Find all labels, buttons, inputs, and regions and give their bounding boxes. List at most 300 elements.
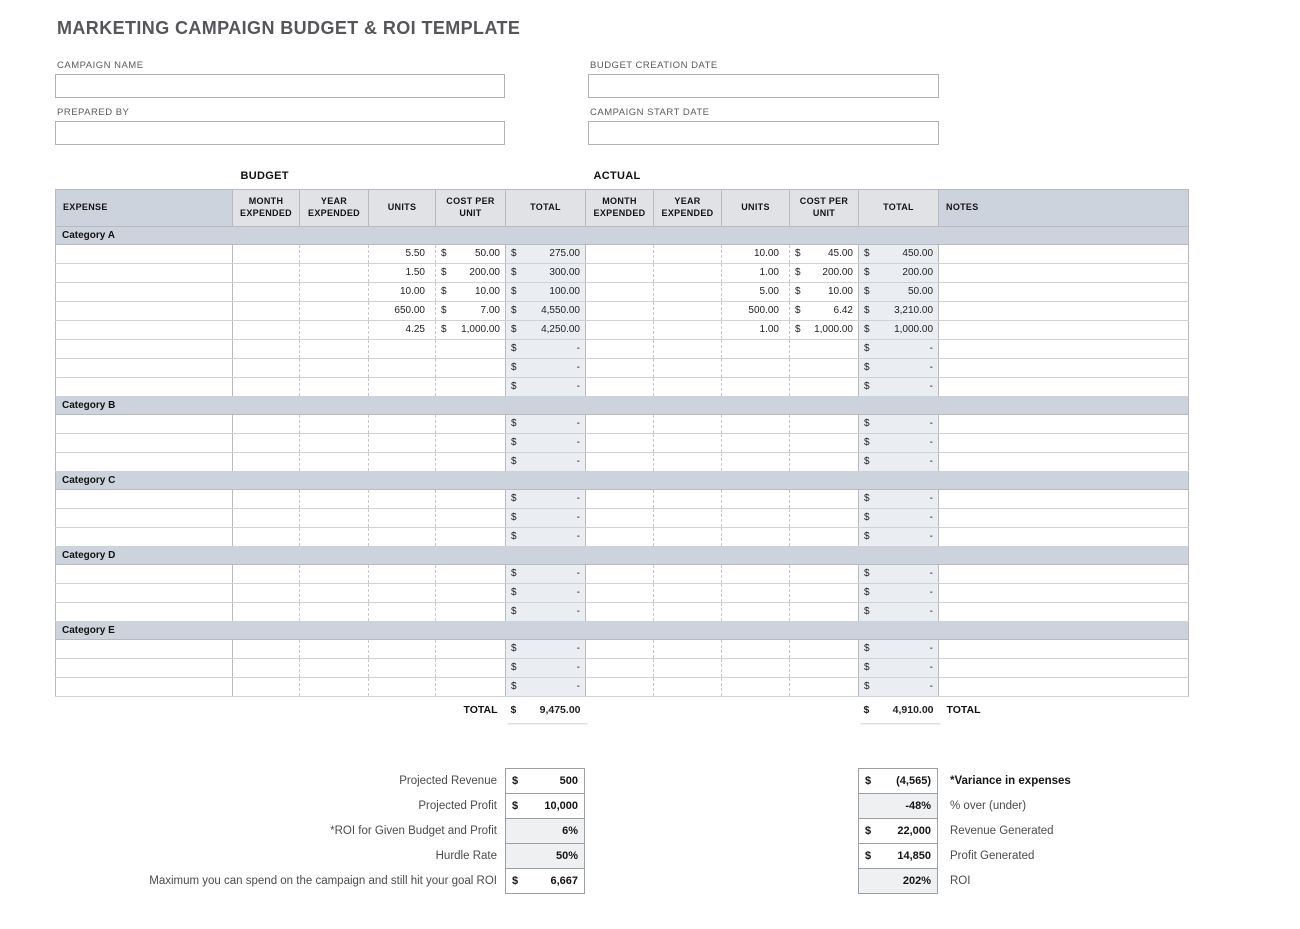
budget-year-cell[interactable] xyxy=(300,677,369,696)
budget-units-cell[interactable] xyxy=(369,339,436,358)
actual-cost-cell[interactable]: $ 10.00 xyxy=(790,282,859,301)
budget-year-cell[interactable] xyxy=(300,377,369,396)
budget-total-cell: $ - xyxy=(506,508,586,527)
notes-cell[interactable] xyxy=(939,508,1189,527)
actual-units-cell[interactable] xyxy=(722,508,790,527)
budget-cost-cell[interactable]: $ 50.00 xyxy=(436,244,506,263)
budget-month-cell[interactable] xyxy=(233,301,300,320)
dollar-sign: $ xyxy=(511,343,517,354)
summary-value-box xyxy=(858,868,938,894)
budget-units-cell[interactable] xyxy=(369,414,436,433)
summary-value-box[interactable] xyxy=(505,793,585,819)
actual-units-cell[interactable] xyxy=(722,339,790,358)
budget-cost-cell[interactable] xyxy=(436,358,506,377)
budget-month-cell[interactable] xyxy=(233,583,300,602)
actual-month-cell[interactable] xyxy=(586,244,654,263)
actual-month-cell[interactable] xyxy=(586,452,654,471)
table-row xyxy=(56,452,1189,471)
actual-year-cell[interactable] xyxy=(654,508,722,527)
actual-total-cell: $ - xyxy=(859,639,939,658)
dollar-sign: $ xyxy=(511,286,517,297)
budget-year-cell[interactable] xyxy=(300,433,369,452)
expense-cell[interactable] xyxy=(56,489,233,508)
budget-year-cell[interactable] xyxy=(300,639,369,658)
actual-total-cell: $ - xyxy=(859,602,939,621)
notes-cell[interactable] xyxy=(939,489,1189,508)
actual-month-cell[interactable] xyxy=(586,282,654,301)
summary-value-box[interactable] xyxy=(858,768,938,794)
actual-total-cell: $ - xyxy=(859,452,939,471)
table-row xyxy=(56,433,1189,452)
page-title: MARKETING CAMPAIGN BUDGET & ROI TEMPLATE xyxy=(57,18,521,38)
budget-year-cell[interactable] xyxy=(300,508,369,527)
budget-cost-cell[interactable] xyxy=(436,489,506,508)
category-row xyxy=(56,396,1189,414)
actual-total-cell: $ - xyxy=(859,414,939,433)
dollar-sign: $ xyxy=(511,643,517,654)
summary-row xyxy=(858,843,1071,869)
actual-year-cell[interactable] xyxy=(654,301,722,320)
actual-total-label: TOTAL xyxy=(939,696,1189,723)
dollar-sign: $ xyxy=(511,381,517,392)
actual-cost-cell[interactable] xyxy=(790,677,859,696)
budget-cost-cell[interactable] xyxy=(436,452,506,471)
actual-year-cell[interactable] xyxy=(654,358,722,377)
actual-year-cell[interactable] xyxy=(654,339,722,358)
actual-cost-cell[interactable] xyxy=(790,527,859,546)
table-row xyxy=(56,320,1189,339)
expense-cell[interactable] xyxy=(56,414,233,433)
actual-total-cell: $ - xyxy=(859,489,939,508)
actual-units-cell[interactable] xyxy=(722,677,790,696)
dollar-sign: $ xyxy=(511,512,517,523)
actual-total-cell: $ - xyxy=(859,358,939,377)
category-row xyxy=(56,226,1189,244)
summary-label: *Variance in expenses xyxy=(950,775,1071,787)
budget-units-cell[interactable]: 1.50 xyxy=(369,263,436,282)
notes-cell[interactable] xyxy=(939,602,1189,621)
actual-units-cell[interactable] xyxy=(722,358,790,377)
table-row xyxy=(56,263,1189,282)
summary-row xyxy=(55,818,585,844)
budget-year-cell[interactable] xyxy=(300,263,369,282)
actual-year-cell[interactable] xyxy=(654,527,722,546)
column-header-row xyxy=(56,189,1189,226)
summary-value-box[interactable] xyxy=(858,843,938,869)
budget-cost-cell[interactable] xyxy=(436,658,506,677)
table-row xyxy=(56,527,1189,546)
category-label: Category D xyxy=(56,546,1189,564)
actual-units-cell[interactable] xyxy=(722,433,790,452)
summary-value-box xyxy=(505,843,585,869)
actual-year-cell[interactable] xyxy=(654,489,722,508)
notes-cell[interactable] xyxy=(939,301,1189,320)
actual-units-cell[interactable]: 5.00 xyxy=(722,282,790,301)
budget-units-cell[interactable] xyxy=(369,377,436,396)
actual-units-cell[interactable] xyxy=(722,564,790,583)
dollar-sign: $ xyxy=(864,493,870,504)
dollar-sign: $ xyxy=(865,825,872,837)
actual-units-cell[interactable] xyxy=(722,527,790,546)
actual-units-cell[interactable] xyxy=(722,452,790,471)
budget-units-cell[interactable] xyxy=(369,527,436,546)
budget-month-cell[interactable] xyxy=(233,508,300,527)
actual-month-cell[interactable] xyxy=(586,433,654,452)
budget-month-cell[interactable] xyxy=(233,282,300,301)
notes-cell[interactable] xyxy=(939,414,1189,433)
summary-label: Maximum you can spend on the campaign and still hit your goal ROI xyxy=(149,875,497,887)
budget-cost-cell[interactable]: $ 7.00 xyxy=(436,301,506,320)
budget-year-cell[interactable] xyxy=(300,414,369,433)
summary-value: 500 xyxy=(559,775,578,787)
actual-total-cell: $ 50.00 xyxy=(859,282,939,301)
dollar-sign: $ xyxy=(864,418,870,429)
actual-cost-cell[interactable] xyxy=(790,602,859,621)
actual-cost-cell[interactable]: $ 45.00 xyxy=(790,244,859,263)
summary-value-box[interactable] xyxy=(505,768,585,794)
budget-units-cell[interactable] xyxy=(369,602,436,621)
budget-cost-cell[interactable] xyxy=(436,583,506,602)
prepared-by-input[interactable] xyxy=(55,121,505,145)
expense-cell[interactable] xyxy=(56,564,233,583)
budget-year-cell[interactable] xyxy=(300,320,369,339)
budget-total-cell: $ - xyxy=(506,452,586,471)
campaign-name-input[interactable] xyxy=(55,74,505,98)
actual-cost-cell[interactable]: $ 1,000.00 xyxy=(790,320,859,339)
expense-column-header: EXPENSE xyxy=(56,189,233,226)
actual-year-cell[interactable] xyxy=(654,583,722,602)
category-label: Category C xyxy=(56,471,1189,489)
dollar-sign: $ xyxy=(511,456,517,467)
dollar-sign: $ xyxy=(864,248,870,259)
budget-cost-cell[interactable] xyxy=(436,508,506,527)
expense-cell[interactable] xyxy=(56,583,233,602)
summary-value: 10,000 xyxy=(544,800,578,812)
budget-total-cell: $ 300.00 xyxy=(506,263,586,282)
dollar-sign: $ xyxy=(864,324,870,335)
actual-year-cell[interactable] xyxy=(654,320,722,339)
budget-units-cell[interactable] xyxy=(369,658,436,677)
actual-year-cell[interactable] xyxy=(654,677,722,696)
budget-month-cell[interactable] xyxy=(233,452,300,471)
budget-units-cell[interactable] xyxy=(369,564,436,583)
actual-units-cell[interactable] xyxy=(722,377,790,396)
actual-year-cell[interactable] xyxy=(654,564,722,583)
actual-month-cell[interactable] xyxy=(586,301,654,320)
actual-units-cell[interactable]: 10.00 xyxy=(722,244,790,263)
actual-cost-cell[interactable] xyxy=(790,339,859,358)
expense-cell[interactable] xyxy=(56,263,233,282)
budget-year-cell[interactable] xyxy=(300,658,369,677)
expense-cell[interactable] xyxy=(56,377,233,396)
budget-units-cell[interactable] xyxy=(369,452,436,471)
actual-total-cell: $ - xyxy=(859,677,939,696)
campaign-start-date-input[interactable] xyxy=(588,121,939,145)
budget-creation-date-input[interactable] xyxy=(588,74,939,98)
budget-month-cell[interactable] xyxy=(233,244,300,263)
summary-label: Profit Generated xyxy=(950,850,1035,862)
budget-year-cell[interactable] xyxy=(300,282,369,301)
budget-year-cell[interactable] xyxy=(300,358,369,377)
actual-units-cell[interactable]: 1.00 xyxy=(722,320,790,339)
dollar-sign: $ xyxy=(864,286,870,297)
budget-units-cell[interactable] xyxy=(369,639,436,658)
budget-month-cell[interactable] xyxy=(233,639,300,658)
budget-month-cell[interactable] xyxy=(233,527,300,546)
actual-month-cell[interactable] xyxy=(586,339,654,358)
table-row xyxy=(56,339,1189,358)
actual-units-cell[interactable] xyxy=(722,658,790,677)
dollar-sign: $ xyxy=(511,531,517,542)
expense-cell[interactable] xyxy=(56,358,233,377)
expense-cell[interactable] xyxy=(56,301,233,320)
notes-cell[interactable] xyxy=(939,639,1189,658)
budget-cost-cell[interactable] xyxy=(436,527,506,546)
actual-total-cell: $ - xyxy=(859,564,939,583)
summary-value-box xyxy=(858,793,938,819)
actual-units-cell[interactable] xyxy=(722,602,790,621)
dollar-sign: $ xyxy=(863,703,870,716)
actual-year-cell[interactable] xyxy=(654,244,722,263)
dollar-sign: $ xyxy=(864,267,870,278)
budget-month-cell[interactable] xyxy=(233,602,300,621)
actual-units-cell[interactable] xyxy=(722,489,790,508)
budget-units-cell[interactable]: 4.25 xyxy=(369,320,436,339)
budget-total-cell: $ - xyxy=(506,489,586,508)
budget-cost-cell[interactable] xyxy=(436,339,506,358)
actual-cost-cell[interactable] xyxy=(790,658,859,677)
budget-total-header: TOTAL xyxy=(506,189,586,226)
actual-month-cell[interactable] xyxy=(586,320,654,339)
notes-cell[interactable] xyxy=(939,282,1189,301)
notes-cell[interactable] xyxy=(939,339,1189,358)
budget-cost-cell[interactable] xyxy=(436,433,506,452)
budget-cost-cell[interactable] xyxy=(436,677,506,696)
budget-month-cell[interactable] xyxy=(233,658,300,677)
budget-cost-cell[interactable]: $ 10.00 xyxy=(436,282,506,301)
actual-month-cell[interactable] xyxy=(586,263,654,282)
budget-year-cell[interactable] xyxy=(300,489,369,508)
actual-cost-cell[interactable] xyxy=(790,358,859,377)
actual-cost-cell[interactable] xyxy=(790,639,859,658)
summary-value-box[interactable] xyxy=(505,868,585,894)
budget-month-cell[interactable] xyxy=(233,677,300,696)
actual-total-cell: $ - xyxy=(859,583,939,602)
budget-total-cell: $ - xyxy=(506,639,586,658)
actual-cost-cell[interactable]: $ 200.00 xyxy=(790,263,859,282)
budget-cost-cell[interactable]: $ 200.00 xyxy=(436,263,506,282)
actual-total-cell: $ - xyxy=(859,508,939,527)
actual-month-cell[interactable] xyxy=(586,583,654,602)
dollar-sign: $ xyxy=(864,362,870,373)
notes-cell[interactable] xyxy=(939,320,1189,339)
dollar-sign: $ xyxy=(511,606,517,617)
actual-month-cell[interactable] xyxy=(586,358,654,377)
dollar-sign: $ xyxy=(511,681,517,692)
expense-cell[interactable] xyxy=(56,602,233,621)
budget-total-cell: $ - xyxy=(506,677,586,696)
expense-cell[interactable] xyxy=(56,282,233,301)
actual-total-cell: $ - xyxy=(859,527,939,546)
expense-cell[interactable] xyxy=(56,527,233,546)
summary-value-box xyxy=(505,818,585,844)
budget-cost-cell[interactable] xyxy=(436,564,506,583)
actual-units-cell[interactable] xyxy=(722,639,790,658)
expense-cell[interactable] xyxy=(56,677,233,696)
campaign-start-date-label: CAMPAIGN START DATE xyxy=(590,107,710,118)
budget-cost-per-unit-header: COST PER UNIT xyxy=(436,189,506,226)
budget-units-cell[interactable] xyxy=(369,677,436,696)
table-row xyxy=(56,508,1189,527)
budget-month-cell[interactable] xyxy=(233,339,300,358)
expense-cell[interactable] xyxy=(56,452,233,471)
actual-total-cell: $ - xyxy=(859,433,939,452)
budget-year-cell[interactable] xyxy=(300,564,369,583)
notes-cell[interactable] xyxy=(939,244,1189,263)
actual-year-cell[interactable] xyxy=(654,282,722,301)
actual-year-cell[interactable] xyxy=(654,377,722,396)
dollar-sign: $ xyxy=(512,875,519,887)
dollar-sign: $ xyxy=(441,267,447,278)
actual-month-cell[interactable] xyxy=(586,677,654,696)
actual-cost-cell[interactable] xyxy=(790,433,859,452)
actual-year-cell[interactable] xyxy=(654,263,722,282)
dollar-sign: $ xyxy=(511,362,517,373)
table-row xyxy=(56,489,1189,508)
dollar-sign: $ xyxy=(864,437,870,448)
actual-year-cell[interactable] xyxy=(654,452,722,471)
actual-cost-cell[interactable] xyxy=(790,452,859,471)
budget-section-header: BUDGET xyxy=(233,164,586,189)
budget-cost-cell[interactable] xyxy=(436,639,506,658)
budget-total-cell: $ - xyxy=(506,414,586,433)
actual-month-cell[interactable] xyxy=(586,658,654,677)
budget-year-cell[interactable] xyxy=(300,602,369,621)
budget-month-cell[interactable] xyxy=(233,489,300,508)
table-row xyxy=(56,377,1189,396)
budget-units-cell[interactable] xyxy=(369,433,436,452)
actual-cost-cell[interactable] xyxy=(790,583,859,602)
actual-cost-cell[interactable] xyxy=(790,414,859,433)
summary-label: *ROI for Given Budget and Profit xyxy=(330,825,497,837)
summary-value: -48% xyxy=(905,800,931,812)
expense-cell[interactable] xyxy=(56,508,233,527)
band-spacer-left xyxy=(56,164,233,189)
notes-cell[interactable] xyxy=(939,452,1189,471)
dollar-sign: $ xyxy=(511,248,517,259)
actual-units-cell[interactable] xyxy=(722,414,790,433)
actual-month-cell[interactable] xyxy=(586,489,654,508)
summary-label: ROI xyxy=(950,875,971,887)
budget-cost-cell[interactable]: $ 1,000.00 xyxy=(436,320,506,339)
expense-cell[interactable] xyxy=(56,320,233,339)
actual-month-cell[interactable] xyxy=(586,414,654,433)
notes-cell[interactable] xyxy=(939,564,1189,583)
budget-units-cell[interactable] xyxy=(369,489,436,508)
notes-cell[interactable] xyxy=(939,583,1189,602)
actual-units-header: UNITS xyxy=(722,189,790,226)
budget-units-cell[interactable] xyxy=(369,358,436,377)
summary-value-box[interactable] xyxy=(858,818,938,844)
notes-cell[interactable] xyxy=(939,377,1189,396)
notes-cell[interactable] xyxy=(939,433,1189,452)
budget-units-cell[interactable]: 10.00 xyxy=(369,282,436,301)
actual-year-cell[interactable] xyxy=(654,433,722,452)
notes-cell[interactable] xyxy=(939,677,1189,696)
actual-units-cell[interactable]: 500.00 xyxy=(722,301,790,320)
dollar-sign: $ xyxy=(795,324,801,335)
actual-month-cell[interactable] xyxy=(586,527,654,546)
budget-year-cell[interactable] xyxy=(300,244,369,263)
notes-cell[interactable] xyxy=(939,658,1189,677)
budget-year-cell[interactable] xyxy=(300,452,369,471)
budget-year-cell[interactable] xyxy=(300,301,369,320)
dollar-sign: $ xyxy=(511,437,517,448)
category-label: Category B xyxy=(56,396,1189,414)
budget-month-cell[interactable] xyxy=(233,320,300,339)
actual-cost-cell[interactable] xyxy=(790,489,859,508)
actual-month-cell[interactable] xyxy=(586,602,654,621)
budget-cost-cell[interactable] xyxy=(436,602,506,621)
expense-cell[interactable] xyxy=(56,639,233,658)
budget-year-cell[interactable] xyxy=(300,527,369,546)
expense-cell[interactable] xyxy=(56,244,233,263)
actual-total-cell: $ 3,210.00 xyxy=(859,301,939,320)
actual-cost-cell[interactable] xyxy=(790,377,859,396)
actual-year-cell[interactable] xyxy=(654,639,722,658)
budget-month-cell[interactable] xyxy=(233,377,300,396)
actual-month-cell[interactable] xyxy=(586,564,654,583)
summary-value: 6% xyxy=(562,825,578,837)
actual-year-cell[interactable] xyxy=(654,658,722,677)
budget-units-cell[interactable] xyxy=(369,583,436,602)
actual-cost-cell[interactable] xyxy=(790,508,859,527)
budget-month-cell[interactable] xyxy=(233,564,300,583)
budget-year-cell[interactable] xyxy=(300,339,369,358)
notes-cell[interactable] xyxy=(939,263,1189,282)
actual-total-header: TOTAL xyxy=(859,189,939,226)
actual-units-cell[interactable] xyxy=(722,583,790,602)
budget-units-cell[interactable]: 650.00 xyxy=(369,301,436,320)
expense-cell[interactable] xyxy=(56,658,233,677)
actual-month-cell[interactable] xyxy=(586,377,654,396)
actual-year-cell[interactable] xyxy=(654,414,722,433)
actual-cost-cell[interactable] xyxy=(790,564,859,583)
notes-cell[interactable] xyxy=(939,527,1189,546)
budget-year-cell[interactable] xyxy=(300,583,369,602)
budget-units-cell[interactable]: 5.50 xyxy=(369,244,436,263)
budget-month-cell[interactable] xyxy=(233,263,300,282)
expense-cell[interactable] xyxy=(56,433,233,452)
budget-month-cell[interactable] xyxy=(233,358,300,377)
notes-cell[interactable] xyxy=(939,358,1189,377)
actual-units-cell[interactable]: 1.00 xyxy=(722,263,790,282)
actual-total-cell: $ 1,000.00 xyxy=(859,320,939,339)
budget-cost-cell[interactable] xyxy=(436,414,506,433)
dollar-sign: $ xyxy=(511,418,517,429)
actual-cost-cell[interactable]: $ 6.42 xyxy=(790,301,859,320)
actual-year-cell[interactable] xyxy=(654,602,722,621)
actual-month-cell[interactable] xyxy=(586,639,654,658)
actual-month-cell[interactable] xyxy=(586,508,654,527)
budget-units-cell[interactable] xyxy=(369,508,436,527)
actual-year-expended-header: YEAR EXPENDED xyxy=(654,189,722,226)
band-spacer-right xyxy=(939,164,1189,189)
budget-cost-cell[interactable] xyxy=(436,377,506,396)
budget-month-cell[interactable] xyxy=(233,414,300,433)
budget-month-cell[interactable] xyxy=(233,433,300,452)
expense-cell[interactable] xyxy=(56,339,233,358)
